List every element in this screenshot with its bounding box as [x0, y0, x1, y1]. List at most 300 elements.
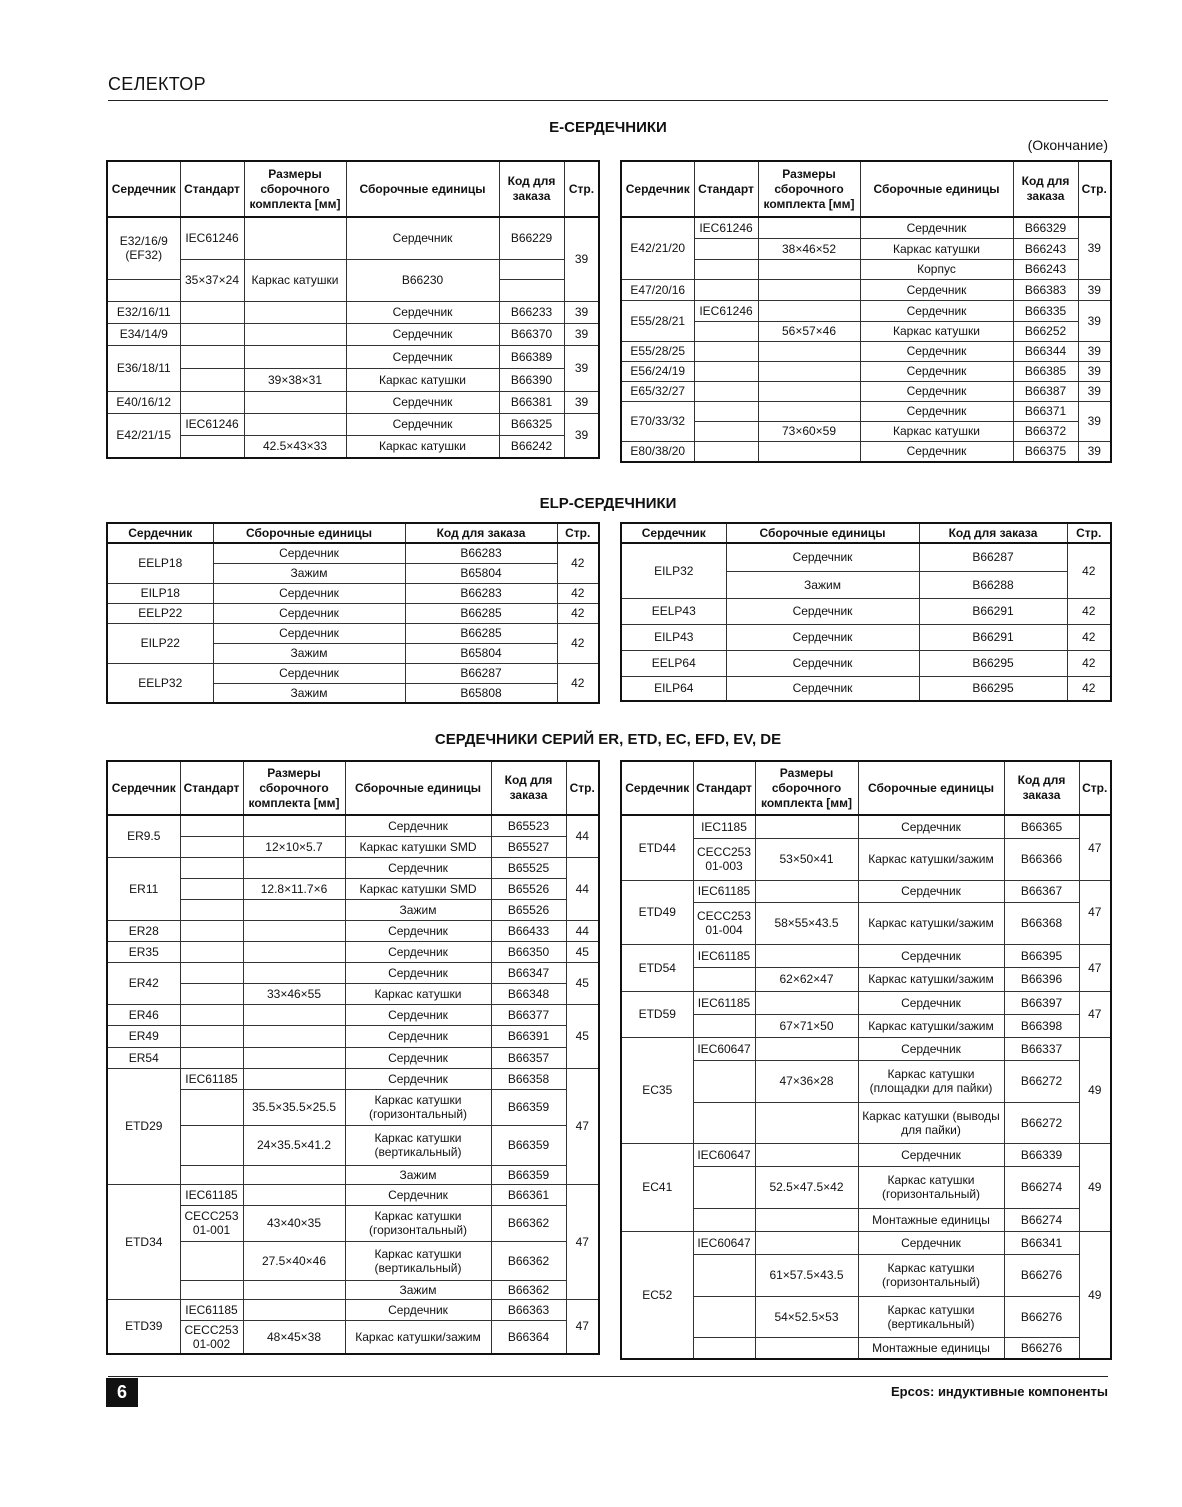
table-cell: E47/20/16 — [621, 279, 694, 300]
col-header-units: Сборочные единицы — [726, 523, 919, 543]
table-row — [621, 1037, 1111, 1060]
table-row — [107, 1205, 599, 1241]
table-cell: E36/18/11 — [107, 345, 180, 391]
col-header-page: Стр. — [1067, 523, 1111, 543]
table-cell — [694, 381, 758, 401]
table-cell: B66295 — [919, 650, 1067, 676]
table-cell: IEC61246 — [694, 300, 758, 321]
table-cell: Сердечник — [345, 1184, 491, 1205]
table-row — [107, 368, 599, 391]
table-cell: B66387 — [1013, 381, 1078, 401]
table-row — [107, 836, 599, 857]
table-cell: EILP22 — [107, 623, 213, 663]
table-cell: Монтажные единицы — [858, 1337, 1004, 1359]
table-cell — [243, 815, 345, 836]
table-cell — [180, 857, 243, 878]
table-cell: EELP32 — [107, 663, 213, 703]
table-cell — [758, 279, 860, 300]
table-cell: EILP18 — [107, 583, 213, 603]
table-cell: 53×50×41 — [755, 838, 858, 880]
table-cell: Сердечник — [345, 815, 491, 836]
table-cell: Сердечник — [726, 598, 919, 624]
table-cell: Сердечник — [213, 623, 405, 643]
table-cell: B66398 — [1004, 1014, 1079, 1037]
table-cell: 47 — [1079, 815, 1111, 880]
table-cell: B66383 — [1013, 279, 1078, 300]
table-row — [621, 1014, 1111, 1037]
table-cell: Каркас катушки — [860, 238, 1013, 259]
table-cell: Сердечник — [860, 341, 1013, 361]
table-cell: 39 — [564, 345, 599, 391]
table-cell: 43×40×35 — [243, 1205, 345, 1241]
table-cell: 67×71×50 — [755, 1014, 858, 1037]
col-header-code: Код для заказа — [1013, 161, 1078, 217]
table-cell: ETD34 — [107, 1184, 180, 1299]
table-cell: 35×37×24 — [180, 259, 244, 301]
table-cell: 56×57×46 — [758, 321, 860, 341]
col-header-units: Сборочные единицы — [213, 523, 405, 543]
table-cell: IEC61185 — [180, 1299, 243, 1320]
table-cell: 42 — [1067, 650, 1111, 676]
table-row — [107, 1047, 599, 1068]
table-cell: IEC61246 — [180, 217, 244, 259]
table-cell — [243, 1280, 345, 1299]
table-cell: B66230 — [346, 259, 499, 301]
table-row — [621, 401, 1111, 421]
table-cell: B66276 — [1004, 1254, 1079, 1296]
table-cell — [758, 341, 860, 361]
table-cell: 54×52.5×53 — [755, 1296, 858, 1337]
table-cell: CECC253 01-003 — [693, 838, 755, 880]
table-cell: B66348 — [491, 983, 566, 1004]
table-cell: EELP64 — [621, 650, 726, 676]
table-cell: B66362 — [491, 1280, 566, 1299]
table-cell: B66272 — [1004, 1102, 1079, 1143]
table-cell: B66276 — [1004, 1296, 1079, 1337]
table-cell: ER42 — [107, 962, 180, 1004]
table-cell — [180, 878, 243, 899]
table-cell: Сердечник — [345, 962, 491, 983]
table-row — [107, 413, 599, 435]
table-cell: B66372 — [1013, 421, 1078, 441]
table-cell: Сердечник — [858, 1143, 1004, 1166]
table-row — [107, 1089, 599, 1125]
table-cell: 39 — [564, 323, 599, 345]
table-cell — [693, 1208, 755, 1231]
table-cell — [180, 1004, 243, 1025]
col-header-core: Сердечник — [621, 161, 694, 217]
table-row — [621, 902, 1111, 944]
table-row — [621, 341, 1111, 361]
table-cell: Сердечник — [858, 1037, 1004, 1060]
table-row — [621, 991, 1111, 1014]
table-cell: B66370 — [499, 323, 564, 345]
table-cell: 49 — [1079, 1231, 1111, 1359]
table-cell: Сердечник — [346, 413, 499, 435]
table-cell: Сердечник — [346, 345, 499, 368]
table-cell: B65527 — [491, 836, 566, 857]
table-cell: Сердечник — [345, 1047, 491, 1068]
table-cell — [755, 1143, 858, 1166]
table-cell: ER28 — [107, 920, 180, 941]
table-cell: Корпус — [860, 259, 1013, 279]
table-row — [621, 676, 1111, 701]
table-cell: Сердечник — [213, 543, 405, 563]
table-cell: E56/24/19 — [621, 361, 694, 381]
table-row — [621, 838, 1111, 880]
table-cell: 39 — [564, 413, 599, 458]
table-row — [107, 1125, 599, 1165]
table-cell: 45 — [566, 1004, 599, 1068]
er-etd-table-right — [620, 760, 1112, 1360]
table-cell — [243, 1004, 345, 1025]
table-cell: 39 — [1078, 361, 1111, 381]
table-cell — [243, 962, 345, 983]
table-cell — [180, 391, 244, 413]
col-header-core: Сердечник — [107, 161, 180, 217]
table-row — [621, 238, 1111, 259]
table-cell: B66341 — [1004, 1231, 1079, 1254]
table-cell: 39 — [564, 301, 599, 323]
table-row — [621, 361, 1111, 381]
table-cell: 12×10×5.7 — [243, 836, 345, 857]
col-header-standard: Стандарт — [180, 161, 244, 217]
table-cell: Каркас катушки/зажим — [858, 967, 1004, 991]
table-cell: Каркас катушки/зажим — [858, 1014, 1004, 1037]
col-header-standard: Стандарт — [180, 761, 243, 815]
table-cell: Каркас катушки (горизонтальный) — [858, 1254, 1004, 1296]
table-cell — [243, 1047, 345, 1068]
table-cell: B66433 — [491, 920, 566, 941]
table-cell: 49 — [1079, 1037, 1111, 1143]
table-cell: Каркас катушки (вертикальный) — [345, 1125, 491, 1165]
table-cell — [755, 1208, 858, 1231]
table-cell: B66276 — [1004, 1337, 1079, 1359]
table-cell: B66274 — [1004, 1208, 1079, 1231]
table-cell — [694, 441, 758, 462]
table-cell: 47×36×28 — [755, 1060, 858, 1102]
col-header-core: Сердечник — [107, 761, 180, 815]
table-cell — [180, 941, 243, 962]
table-cell: 49 — [1079, 1143, 1111, 1231]
table-cell: ETD39 — [107, 1299, 180, 1354]
table-row — [107, 899, 599, 920]
table-cell: B66243 — [1013, 238, 1078, 259]
table-cell: Сердечник — [860, 441, 1013, 462]
table-row — [621, 1296, 1111, 1337]
table-cell: IEC1185 — [693, 815, 755, 838]
table-cell: E55/28/25 — [621, 341, 694, 361]
table-cell — [243, 1068, 345, 1089]
table-cell: 42.5×43×33 — [244, 435, 346, 458]
table-cell: E70/33/32 — [621, 401, 694, 441]
table-row — [107, 962, 599, 983]
table-cell — [693, 1060, 755, 1102]
table-cell — [758, 401, 860, 421]
table-row — [107, 623, 599, 643]
table-cell: 42 — [1067, 676, 1111, 701]
table-cell: B66391 — [491, 1025, 566, 1047]
table-row — [107, 1165, 599, 1184]
table-cell: IEC61246 — [694, 217, 758, 238]
table-cell: B66381 — [499, 391, 564, 413]
col-header-code: Код для заказа — [919, 523, 1067, 543]
table-cell: IEC61246 — [180, 413, 244, 435]
table-cell: 39 — [1078, 217, 1111, 279]
table-cell: B66291 — [919, 624, 1067, 650]
table-cell: B66291 — [919, 598, 1067, 624]
table-cell: Сердечник — [858, 1231, 1004, 1254]
table-cell: B66350 — [491, 941, 566, 962]
table-cell: Каркас катушки SMD — [345, 836, 491, 857]
table-cell: Каркас катушки — [860, 421, 1013, 441]
table-cell — [755, 991, 858, 1014]
section-title-er-etd-cores: СЕРДЕЧНИКИ СЕРИЙ ER, ETD, EC, EFD, EV, DE — [434, 731, 782, 748]
table-cell: EELP22 — [107, 603, 213, 623]
table-cell — [758, 259, 860, 279]
table-cell: B66283 — [405, 543, 557, 563]
table-cell: B66362 — [491, 1241, 566, 1280]
table-cell: B66243 — [1013, 259, 1078, 279]
table-cell: CECC253 01-001 — [180, 1205, 243, 1241]
table-cell: Сердечник — [346, 217, 499, 259]
table-cell: Сердечник — [213, 583, 405, 603]
table-cell: Сердечник — [345, 1068, 491, 1089]
table-cell: Зажим — [213, 563, 405, 583]
table-cell: B66357 — [491, 1047, 566, 1068]
col-header-page: Стр. — [1079, 761, 1111, 815]
table-cell — [180, 368, 244, 391]
table-cell: B66368 — [1004, 902, 1079, 944]
table-cell: 47 — [566, 1184, 599, 1299]
table-row — [107, 1320, 599, 1354]
e-cores-table-right — [620, 160, 1112, 463]
table-cell: E32/16/9 (EF32) — [107, 217, 180, 279]
table-cell: 47 — [1079, 991, 1111, 1037]
col-header-core: Сердечник — [621, 523, 726, 543]
table-cell — [107, 279, 180, 301]
table-cell — [180, 899, 243, 920]
table-cell: B66285 — [405, 623, 557, 643]
col-header-dims: Размеры сборочного комплекта [мм] — [758, 161, 860, 217]
table-cell: Сердечник — [858, 815, 1004, 838]
table-cell — [244, 413, 346, 435]
table-cell: B66371 — [1013, 401, 1078, 421]
table-cell — [693, 1166, 755, 1208]
table-row — [107, 323, 599, 345]
table-row — [621, 321, 1111, 341]
table-cell: Каркас катушки/зажим — [858, 838, 1004, 880]
table-cell — [180, 920, 243, 941]
table-row — [621, 421, 1111, 441]
table-row — [621, 381, 1111, 401]
table-row — [107, 543, 599, 563]
table-row — [107, 878, 599, 899]
table-row — [621, 967, 1111, 991]
table-row — [621, 1254, 1111, 1296]
table-cell: EC35 — [621, 1037, 693, 1143]
table-cell: B66390 — [499, 368, 564, 391]
table-cell: Сердечник — [726, 624, 919, 650]
table-row — [107, 583, 599, 603]
table-cell: 38×46×52 — [758, 238, 860, 259]
table-cell — [243, 1299, 345, 1320]
table-cell: EILP43 — [621, 624, 726, 650]
table-cell: Зажим — [345, 1280, 491, 1299]
table-row — [621, 1143, 1111, 1166]
table-cell: Сердечник — [346, 301, 499, 323]
table-cell — [755, 815, 858, 838]
table-row — [107, 1068, 599, 1089]
table-row — [621, 1166, 1111, 1208]
table-cell: 47 — [566, 1068, 599, 1184]
table-cell — [694, 401, 758, 421]
table-cell: EC41 — [621, 1143, 693, 1231]
table-row — [107, 1025, 599, 1047]
table-cell: B65525 — [491, 857, 566, 878]
table-cell — [180, 1241, 243, 1280]
table-cell: B66359 — [491, 1165, 566, 1184]
col-header-page: Стр. — [564, 161, 599, 217]
table-row — [621, 441, 1111, 462]
table-cell: Сердечник — [860, 401, 1013, 421]
continuation-note: (Окончание) — [1027, 137, 1108, 153]
table-cell — [180, 435, 244, 458]
table-row — [107, 1299, 599, 1320]
col-header-page: Стр. — [566, 761, 599, 815]
table-cell: Каркас катушки — [346, 368, 499, 391]
table-cell: B66229 — [499, 217, 564, 259]
table-cell — [180, 815, 243, 836]
table-row — [621, 815, 1111, 838]
table-cell — [694, 259, 758, 279]
table-header-row — [621, 761, 1111, 815]
table-cell: 47 — [1079, 944, 1111, 991]
table-cell: IEC61185 — [180, 1068, 243, 1089]
table-cell — [693, 1014, 755, 1037]
table-cell: B66339 — [1004, 1143, 1079, 1166]
table-cell — [180, 1125, 243, 1165]
er-etd-table-left — [106, 760, 600, 1355]
table-cell: Сердечник — [345, 1299, 491, 1320]
table-cell: B65523 — [491, 815, 566, 836]
table-cell: B66287 — [405, 663, 557, 683]
table-cell — [244, 345, 346, 368]
table-cell: 42 — [557, 663, 599, 703]
table-cell — [243, 899, 345, 920]
table-cell: Каркас катушки (вертикальный) — [345, 1241, 491, 1280]
table-cell — [180, 323, 244, 345]
table-cell: B66366 — [1004, 838, 1079, 880]
table-cell: 39 — [564, 391, 599, 413]
table-cell: 39 — [1078, 300, 1111, 341]
table-cell: Зажим — [345, 1165, 491, 1184]
table-cell — [755, 880, 858, 902]
table-cell: 45 — [566, 962, 599, 1004]
table-cell: Сердечник — [858, 880, 1004, 902]
table-header-row — [107, 161, 599, 217]
table-row — [107, 259, 599, 279]
section-title-elp-cores: ELP-СЕРДЕЧНИКИ — [539, 495, 677, 512]
col-header-core: Сердечник — [621, 761, 693, 815]
table-cell: IEC61185 — [180, 1184, 243, 1205]
table-cell: 47 — [566, 1299, 599, 1354]
table-cell: Сердечник — [860, 217, 1013, 238]
table-cell: 42 — [1067, 543, 1111, 598]
table-cell: B66358 — [491, 1068, 566, 1089]
table-cell: B65526 — [491, 878, 566, 899]
table-row — [107, 1184, 599, 1205]
table-cell: Зажим — [345, 899, 491, 920]
table-cell — [755, 1037, 858, 1060]
table-cell — [243, 1165, 345, 1184]
table-row — [107, 663, 599, 683]
table-cell: E32/16/11 — [107, 301, 180, 323]
table-cell: CECC253 01-004 — [693, 902, 755, 944]
table-row — [107, 941, 599, 962]
table-cell: Сердечник — [345, 941, 491, 962]
col-header-dims: Размеры сборочного комплекта [мм] — [244, 161, 346, 217]
elp-cores-table-right — [620, 522, 1112, 702]
table-cell — [694, 238, 758, 259]
table-cell: B66365 — [1004, 815, 1079, 838]
table-cell — [180, 962, 243, 983]
table-cell: E34/14/9 — [107, 323, 180, 345]
table-row — [107, 603, 599, 623]
table-cell: 61×57.5×43.5 — [755, 1254, 858, 1296]
table-cell: 39 — [1078, 279, 1111, 300]
table-cell: Каркас катушки (площадки для пайки) — [858, 1060, 1004, 1102]
table-cell — [244, 217, 346, 259]
table-header-row — [107, 523, 599, 543]
col-header-code: Код для заказа — [499, 161, 564, 217]
table-header-row — [621, 161, 1111, 217]
table-cell: B66396 — [1004, 967, 1079, 991]
table-cell — [244, 323, 346, 345]
table-cell: Каркас катушки/зажим — [345, 1320, 491, 1354]
table-cell: EILP32 — [621, 543, 726, 598]
table-cell: 52.5×47.5×42 — [755, 1166, 858, 1208]
table-cell: Сердечник — [345, 1004, 491, 1025]
table-row — [107, 345, 599, 368]
table-cell: B66285 — [405, 603, 557, 623]
table-cell: B66375 — [1013, 441, 1078, 462]
table-cell: Сердечник — [345, 1025, 491, 1047]
table-cell: 47 — [1079, 880, 1111, 944]
table-cell: ER46 — [107, 1004, 180, 1025]
table-cell: 48×45×38 — [243, 1320, 345, 1354]
table-cell: B66233 — [499, 301, 564, 323]
table-cell: 42 — [557, 583, 599, 603]
table-cell — [758, 361, 860, 381]
table-cell: ETD59 — [621, 991, 693, 1037]
header-divider — [108, 100, 1108, 101]
table-cell: Сердечник — [345, 920, 491, 941]
table-cell: 39 — [1078, 441, 1111, 462]
table-cell — [180, 983, 243, 1004]
table-row — [107, 1280, 599, 1299]
table-cell: Каркас катушки — [345, 983, 491, 1004]
table-cell: IEC60647 — [693, 1143, 755, 1166]
table-cell — [693, 1296, 755, 1337]
table-cell: Сердечник — [726, 543, 919, 571]
table-cell — [755, 1102, 858, 1143]
table-cell: B66287 — [919, 543, 1067, 571]
table-cell: B66359 — [491, 1089, 566, 1125]
page-header: СЕЛЕКТОР — [108, 74, 206, 94]
table-cell: Сердечник — [726, 676, 919, 701]
table-row — [107, 857, 599, 878]
